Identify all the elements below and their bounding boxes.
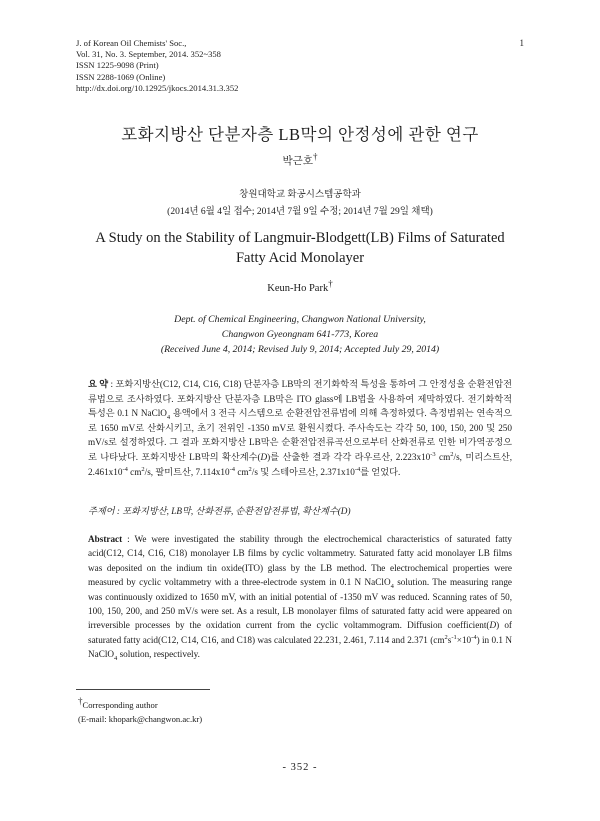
- affiliation-english-line2: Changwon Gyeongnam 641-773, Korea: [221, 328, 379, 340]
- issn-online: ISSN 2288-1069 (Online): [76, 71, 166, 82]
- journal-name: J. of Korean Oil Chemists' Soc.,: [76, 38, 187, 48]
- dagger-mark: †: [328, 278, 333, 289]
- footnote-corresponding: †Corresponding author: [78, 696, 158, 710]
- abstract-korean: 요 약 : 포화지방산(C12, C14, C16, C18) 단분자층 LB막의 전기화학적 특성을 통하여 그 안정성을 순환전압전류법으로 조사하였다. 포화지방산 단분자층 LB막은 ITO glass에 LB법을 사용하여 제막하였다. 전기화학적 특성은 0.1 N NaClO$_4$ 용액에서 3 전극 시스템으로 순환전압전류법에 의해 측정하였다. 측정범위는 연속적으로 1650 mV로 산화시키고, 초기 전위인 -1350 mV로 환원시켰다. 주사속도는 각각 50, 100, 150, 200 및 250 mV/s로 설정하였다. 그 결과 포화지방산 LB막은 순환전압전류곡선으로부터 산화전류로 인한 비가역공정으로 나타났다. 포화지방산 LB막의 확산계수(D)를 산출한 결과 각각 라우르산, $2.223x10^{-3}$ $cm^2/s$, 미리스트산, $2.461x10^{-4}$ $cm^2/s$, 팔미트산, $7.114x10^{-4}$ $cm^2/s$ 및 스테아르산, $2.371x10^{-4}$를 얻었다.: [88, 379, 512, 477]
- dagger-mark: †: [312, 151, 318, 162]
- affiliation-english-line3: (Received June 4, 2014; Revised July 9, 2014; Accepted July 29, 2014): [160, 343, 440, 355]
- author-english-name: Keun-Ho Park: [267, 283, 329, 294]
- author-korean: [0, 153, 600, 168]
- dagger-mark: †: [78, 696, 83, 707]
- dates-korean: (2014년 6월 4일 접수; 2014년 7월 9일 수정; 2014년 7월 29일 채택): [167, 207, 433, 217]
- author-english: [0, 278, 600, 294]
- affiliation-english: [0, 313, 600, 357]
- title-korean: 포화지방산 단분자층 LB막의 안정성에 관한 연구: [121, 125, 479, 144]
- affiliation-english-line1: Dept. of Chemical Engineering, Changwon National University,: [174, 314, 426, 325]
- abstract-english-label: Abstract: [88, 534, 123, 544]
- journal-volume: Vol. 31, No. 3. September, 2014. 352~358: [76, 49, 221, 60]
- page-number-top: 1: [519, 38, 524, 48]
- abstract-english: Abstract : We were investigated the stability through the electrochemical characteristics of saturated fatty acid(C12, C14, C16, C18) monolayer LB films by cyclic voltammetry. Saturated fatty acid monolayer LB films was deposited on the indium tin oxide(ITO) glass by the LB method. The electrochemical properties were measured by cyclic voltammetry with a three-electrode system in 0.1 N NaClO$_4$ solution. The measuring range was continuously oxidized to 1650 mV, with an initial potential of -1350 mV was reduced. Scanning rates of 50, 100, 150, 200, and 250 mV/s were set. As a result, LB monolayer films of saturated fatty acid were appeared on irreversible processes by the oxidation current from the cyclic voltammogram. Diffusion coefficient(D) of saturated fatty acid(C12, C14, C16, and C18) was calculated 22.231, 2.461, 7.114 and 2.371 $(cm^2s^{-1}\times 10^{-4})$ in 0.1 N NaClO$_4$ solution, respectively.: [88, 534, 512, 663]
- author-korean-name: 박근호: [282, 156, 313, 167]
- footnote-email[interactable]: (E-mail: khopark@changwon.ac.kr): [78, 713, 203, 724]
- page-number-bottom: - 352 -: [282, 762, 318, 773]
- issn-print: ISSN 1225-9098 (Print): [76, 60, 159, 71]
- keywords-korean: 주제어 : 포화지방산, LB막, 산화전류, 순환전압전류법, 확산계수(D): [88, 506, 351, 516]
- footnote-divider: [76, 689, 210, 690]
- affiliation-korean: 창원대학교 화공시스템공학과: [239, 190, 361, 200]
- doi-link[interactable]: http://dx.doi.org/10.12925/jkocs.2014.31.3.352: [76, 82, 239, 93]
- journal-header: [76, 38, 238, 94]
- title-english: A Study on the Stability of Langmuir-Blodgett(LB) Films of Saturated Fatty Acid Monolayer: [95, 230, 505, 266]
- footnote: [78, 696, 203, 727]
- abstract-korean-label: 요 약: [88, 379, 109, 389]
